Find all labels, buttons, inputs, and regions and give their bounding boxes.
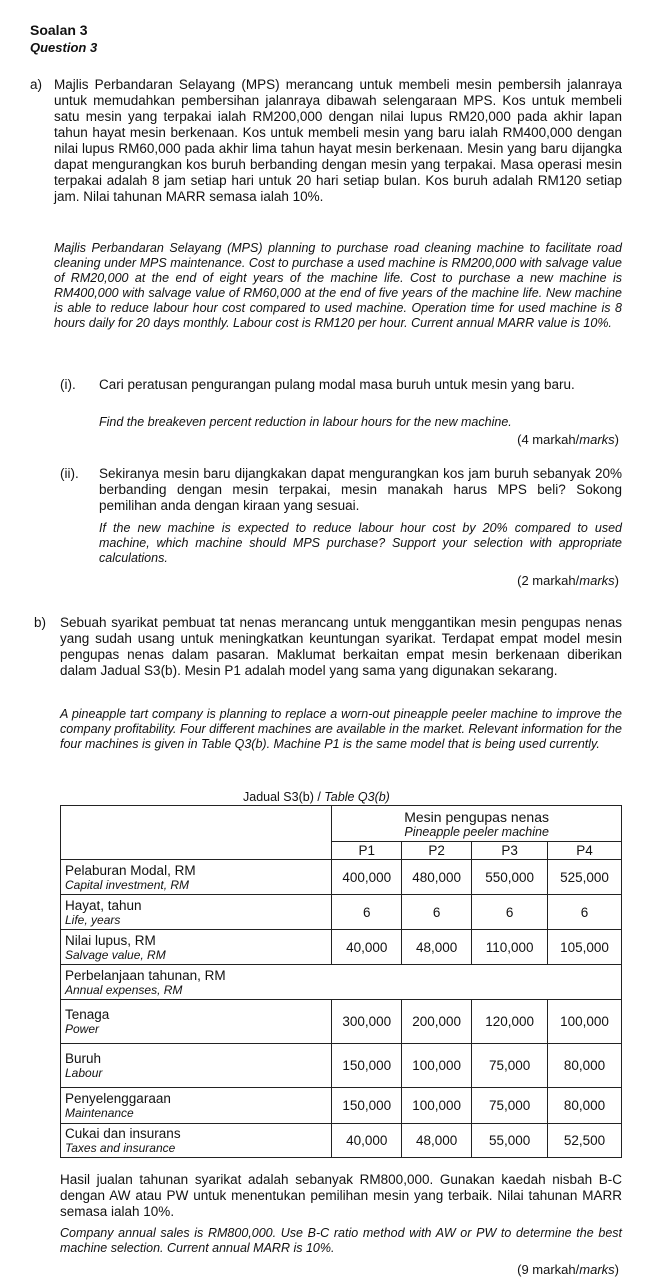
table-cell: 100,000 bbox=[402, 1088, 472, 1124]
table-cell: 48,000 bbox=[402, 930, 472, 965]
table-cell: 105,000 bbox=[548, 930, 622, 965]
table-cell: 550,000 bbox=[472, 860, 548, 895]
table-cell: 75,000 bbox=[472, 1088, 548, 1124]
column-header-p4: P4 bbox=[548, 842, 622, 860]
table-cell: 480,000 bbox=[402, 860, 472, 895]
table-cell: 40,000 bbox=[332, 1124, 402, 1158]
table-row-annual-expenses bbox=[61, 965, 622, 1000]
row-label-power: Tenaga Power bbox=[61, 1000, 332, 1044]
row-label-maintenance: Penyelenggaraan Maintenance bbox=[61, 1088, 332, 1124]
table-caption: Jadual S3(b) / Table Q3(b) bbox=[243, 790, 390, 804]
table-cell: 48,000 bbox=[402, 1124, 472, 1158]
part-a-i-text-my: Cari peratusan pengurangan pulang modal masa buruh untuk mesin yang baru. bbox=[99, 377, 575, 392]
table-cell: 300,000 bbox=[332, 1000, 402, 1044]
table-cell: 400,000 bbox=[332, 860, 402, 895]
part-a-text-my: Majlis Perbandaran Selayang (MPS) merancang untuk membeli mesin pembersih jalanraya untuk memudahkan pembersihan jalanraya dibawah selengaraan MPS. Kos untuk membeli satu mesin yang terpakai ialah RM200,000 dengan nilai lupus RM20,000 pada akhir lapan tahun hayat mesin berkenaan. Kos untuk membeli mesin yang baru ialah RM400,000 dengan nilai lupus RM60,000 pada akhir lima tahun hayat mesin berkenaan. Mesin yang baru dijangka dapat mengurangkan kos buruh berbanding dengan mesin yang terpakai. Masa operasi mesin terpakai adalah 8 jam setiap hari untuk 20 hari setiap bulan. Kos buruh adalah RM120 setiap jam. Nilai tahunan MARR semasa ialah 10%. bbox=[54, 77, 622, 204]
table-cell: 120,000 bbox=[472, 1000, 548, 1044]
part-a-ii-marks: (2 markah/marks) bbox=[517, 573, 619, 588]
part-a-text-en: Majlis Perbandaran Selayang (MPS) planning to purchase road cleaning machine to facilitate road cleaning under MPS maintenance. Cost to purchase a used machine is RM200,000 with salvage value of RM20,000 at the end of eight years of the machine life. Cost to purchase a new machine is RM400,000 with salvage value of RM60,000 at the end of five years of the machine life. New machine is able to reduce labour hour cost compared to used machine. Operation time for used machine is 8 hours daily for 20 days monthly. Labour cost is RM120 per hour. Current annual MARR value is 10%. bbox=[54, 241, 622, 330]
row-label-life: Hayat, tahun Life, years bbox=[61, 895, 332, 930]
table-cell: 6 bbox=[472, 895, 548, 930]
column-header-p3: P3 bbox=[472, 842, 548, 860]
column-header-p1: P1 bbox=[332, 842, 402, 860]
part-b-text-en: A pineapple tart company is planning to replace a worn-out pineapple peeler machine to improve the company profitability. Four different machines are available in the market. Relevant information for the four machines is given in Table Q3(b). Machine P1 is the same model that is being used currently. bbox=[60, 707, 622, 751]
table-row-capital bbox=[61, 860, 622, 895]
table-cell: 150,000 bbox=[332, 1044, 402, 1088]
table-cell: 80,000 bbox=[548, 1088, 622, 1124]
part-a-label: a) bbox=[30, 77, 43, 92]
column-header-p2: P2 bbox=[402, 842, 472, 860]
question-title-en: Question 3 bbox=[30, 40, 98, 55]
part-a-i-label: (i). bbox=[60, 377, 76, 392]
part-a-i-marks: (4 markah/marks) bbox=[517, 432, 619, 447]
question-title-my: Soalan 3 bbox=[30, 22, 88, 38]
group-header-en: Pineapple peeler machine bbox=[404, 824, 549, 839]
table-cell: 525,000 bbox=[548, 860, 622, 895]
row-label-capital: Pelaburan Modal, RM Capital investment, RM bbox=[61, 860, 332, 895]
table-group-header-row bbox=[61, 806, 622, 842]
table-row-taxes bbox=[61, 1124, 622, 1158]
row-label-salvage: Nilai lupus, RM Salvage value, RM bbox=[61, 930, 332, 965]
table-cell: 200,000 bbox=[402, 1000, 472, 1044]
table-corner-cell bbox=[61, 806, 332, 860]
machine-table bbox=[60, 805, 622, 1158]
part-a-ii-text-en: If the new machine is expected to reduce labour hour cost by 20% compared to used machine, which machine should MPS purchase? Support your selection with appropriate calculations. bbox=[99, 521, 622, 565]
part-b-marks: (9 markah/marks) bbox=[517, 1262, 619, 1277]
part-a-ii-text-my: Sekiranya mesin baru dijangkakan dapat mengurangkan kos jam buruh sebanyak 20% berbanding dengan mesin terpakai, mesin manakah harus MPS beli? Sokong pemilihan anda dengan kiraan yang sesuai. bbox=[99, 466, 622, 513]
part-b-after-text-my: Hasil jualan tahunan syarikat adalah sebanyak RM800,000. Gunakan kaedah nisbah B-C dengan AW atau PW untuk menentukan pemilihan mesin yang terbaik. Nilai tahunan MARR semasa ialah 10%. bbox=[60, 1172, 622, 1219]
table-cell: 100,000 bbox=[402, 1044, 472, 1088]
table-row-salvage bbox=[61, 930, 622, 965]
row-label-taxes: Cukai dan insurans Taxes and insurance bbox=[61, 1124, 332, 1158]
part-a-i-text-en: Find the breakeven percent reduction in labour hours for the new machine. bbox=[99, 415, 512, 429]
table-group-header bbox=[332, 806, 622, 842]
row-label-labour: Buruh Labour bbox=[61, 1044, 332, 1088]
table-cell: 80,000 bbox=[548, 1044, 622, 1088]
table-cell: 150,000 bbox=[332, 1088, 402, 1124]
part-b-text-my: Sebuah syarikat pembuat tat nenas merancang untuk menggantikan mesin pengupas nenas yang sudah usang untuk meningkatkan keuntungan syarikat. Terdapat empat model mesin pengupas nenas dalam pasaran. Maklumat berkaitan empat mesin berkenaan diberikan dalam Jadual S3(b). Mesin P1 adalah model yang sama yang digunakan sekarang. bbox=[60, 615, 622, 678]
table-row-power bbox=[61, 1000, 622, 1044]
row-label-annual-expenses: Perbelanjaan tahunan, RM Annual expenses, RM bbox=[61, 965, 622, 1000]
group-header-my: Mesin pengupas nenas bbox=[404, 808, 550, 825]
table-row-life bbox=[61, 895, 622, 930]
table-cell: 110,000 bbox=[472, 930, 548, 965]
table-cell: 40,000 bbox=[332, 930, 402, 965]
part-a-ii-label: (ii). bbox=[60, 466, 79, 481]
table-cell: 100,000 bbox=[548, 1000, 622, 1044]
table-row-labour bbox=[61, 1044, 622, 1088]
table-cell: 6 bbox=[548, 895, 622, 930]
table-cell: 55,000 bbox=[472, 1124, 548, 1158]
table-cell: 6 bbox=[402, 895, 472, 930]
table-cell: 52,500 bbox=[548, 1124, 622, 1158]
table-cell: 6 bbox=[332, 895, 402, 930]
part-b-label: b) bbox=[34, 615, 47, 630]
table-row-maintenance bbox=[61, 1088, 622, 1124]
part-b-after-text-en: Company annual sales is RM800,000. Use B-C ratio method with AW or PW to determine the best machine selection. Current annual MARR is 10%. bbox=[60, 1226, 622, 1255]
table-cell: 75,000 bbox=[472, 1044, 548, 1088]
